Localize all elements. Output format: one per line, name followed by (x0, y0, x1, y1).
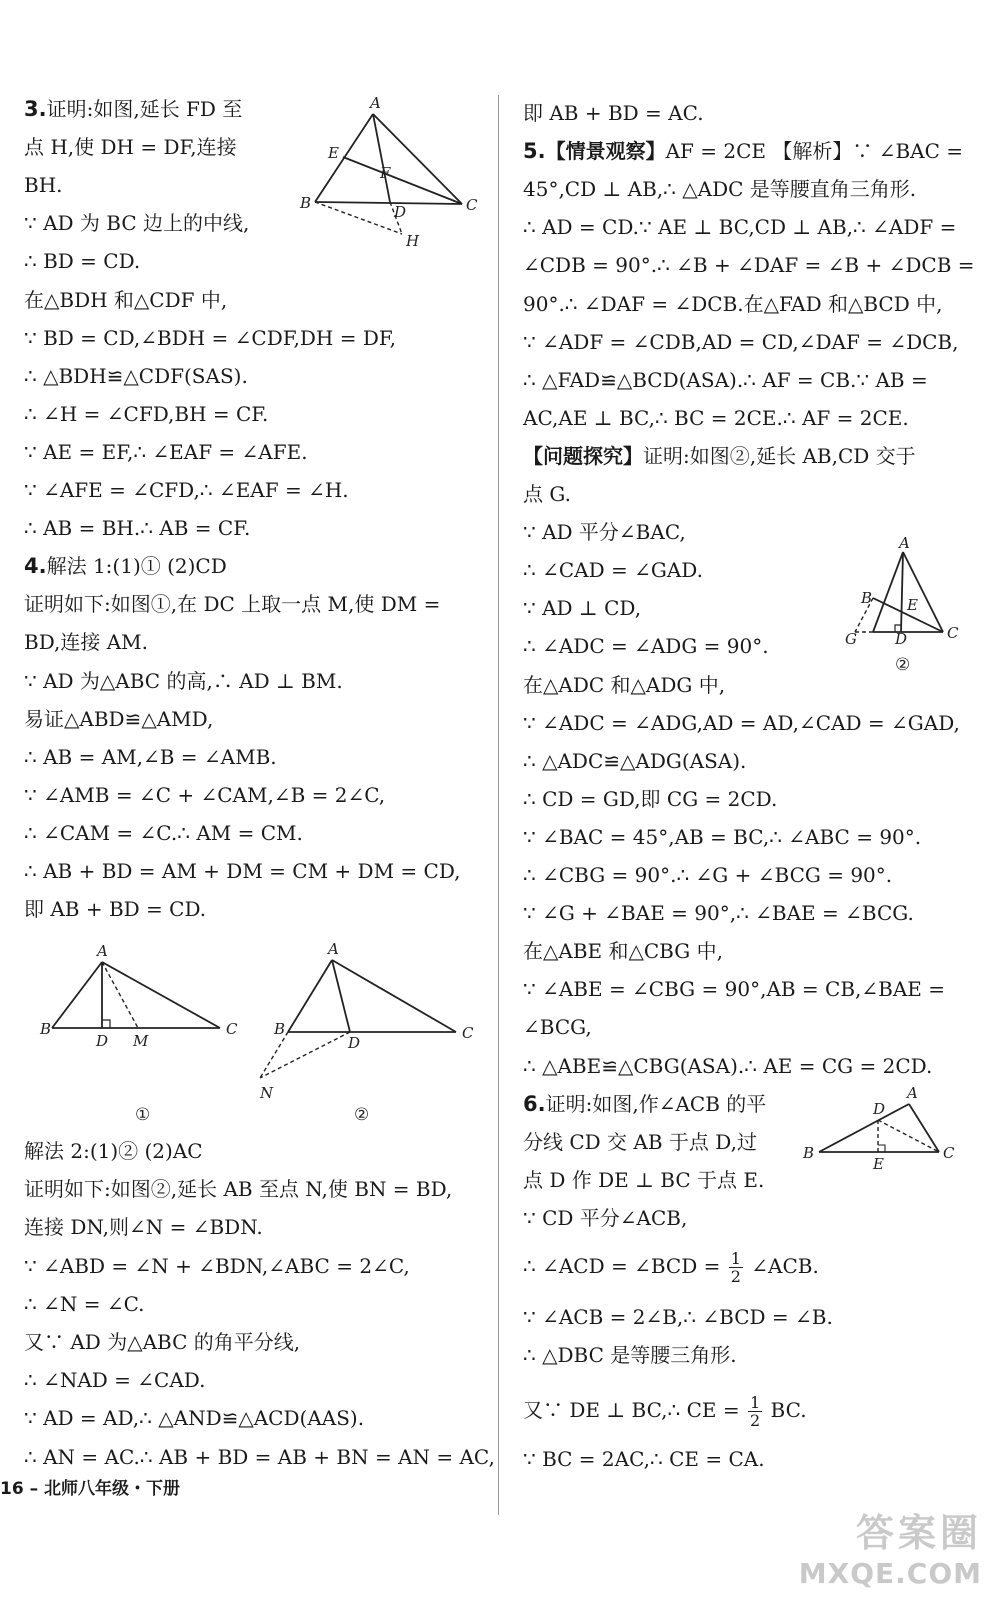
frac-line-2-pre: 又∵ DE ⊥ BC,∴ CE = (523, 1398, 740, 1422)
line-text: ∴ △ABE≌△CBG(ASA).∴ AE = CG = 2CD. (523, 1053, 933, 1078)
section-tag: 【情景观察】 (545, 139, 666, 164)
text-line (523, 329, 959, 355)
text-line (523, 481, 571, 507)
fraction-half-1 (729, 1250, 743, 1285)
fig4a-label-A: A (97, 942, 108, 960)
text-line (24, 820, 303, 846)
text-line (523, 633, 769, 659)
text-line (24, 210, 249, 236)
line-text: 分线 CD 交 AB 于点 D,过 (523, 1129, 757, 1154)
frac-line-2-post: BC. (770, 1398, 807, 1422)
line-text: 证明:如图②,延长 AB,CD 交于 (643, 443, 916, 468)
line-text: AC,AE ⊥ BC,∴ BC = 2CE.∴ AF = 2CE. (523, 405, 909, 430)
text-line (24, 858, 461, 884)
fig5-label-G: G (845, 630, 857, 648)
footer-dash: – (29, 1479, 39, 1499)
line-text: ∵ AD 平分∠BAC, (523, 520, 686, 545)
text-line (24, 1253, 410, 1279)
fig4b-caption: ② (354, 1105, 370, 1125)
text-line (523, 710, 960, 736)
fig3-label-E: E (328, 144, 339, 162)
line-text: ∵ AD ⊥ CD, (523, 596, 642, 621)
text-line (523, 900, 914, 926)
problem-number: 6. (523, 1091, 546, 1116)
fig4b-label-B: B (274, 1020, 286, 1038)
line-text: ∴ △ADC≌△ADG(ASA). (523, 748, 747, 773)
line-text: ∴ ∠H = ∠CFD,BH = CF. (24, 401, 269, 426)
line-text: ∴ AB = BH.∴ AB = CF. (24, 516, 251, 541)
watermark-text-2: MXQE.COM (798, 1557, 982, 1590)
line-text: ∵ ∠AFE = ∠CFD,∴ ∠EAF = ∠H. (24, 478, 349, 502)
fig6-label-C: C (943, 1144, 955, 1162)
fraction-half-2 (748, 1394, 762, 1429)
fig3-label-D: D (394, 203, 407, 221)
line-text: ∴ BD = CD. (24, 249, 141, 274)
frac-line-2 (523, 1394, 807, 1429)
text-line (24, 553, 227, 579)
fig6-label-A: A (907, 1084, 918, 1102)
fig4a-label-D: D (96, 1032, 109, 1050)
text-line (523, 519, 686, 545)
text-line (24, 1176, 452, 1202)
right-last-text: ∵ BC = 2AC,∴ CE = CA. (523, 1447, 765, 1471)
page-number: 16 (0, 1479, 24, 1499)
line-text: ∴ △DBC 是等腰三角形. (523, 1343, 737, 1367)
problem-number: 3. (24, 97, 47, 121)
text-line (523, 976, 945, 1002)
figure-problem-6 (803, 1082, 978, 1174)
line-text: ∠BCG, (523, 1015, 592, 1040)
line-text: BH. (24, 173, 63, 198)
fig5-label-A: A (899, 534, 910, 552)
column-divider (498, 95, 499, 1515)
line-text: ∵ ∠AMB = ∠C + ∠CAM,∠B = 2∠C, (24, 782, 386, 807)
line-text: AF = 2CE 【解析】∵ ∠BAC = (665, 139, 964, 164)
line-text: 在△BDH 和△CDF 中, (24, 287, 228, 312)
fig4b-label-C: C (462, 1024, 474, 1042)
line-text: ∴ ∠NAD = ∠CAD. (24, 1368, 206, 1393)
watermark (799, 1502, 982, 1590)
line-text: 即 AB + BD = CD. (24, 897, 207, 922)
text-line (523, 1167, 764, 1193)
line-text: ∴ △BDH≌△CDF(SAS). (24, 363, 248, 388)
text-line (24, 477, 349, 503)
text-line (523, 672, 725, 698)
line-text: 证明如下:如图①,在 DC 上取一点 M,使 DM = (24, 592, 441, 617)
figure-problem-3 (300, 92, 480, 252)
text-line (523, 595, 641, 621)
text-line (24, 1214, 263, 1240)
text-line (24, 1405, 364, 1431)
line-text: ∵ ∠G + ∠BAE = 90°,∴ ∠BAE = ∠BCG. (523, 901, 914, 926)
line-text: 解法 2:(1)② (2)AC (24, 1139, 203, 1163)
fig3-label-C: C (466, 196, 478, 214)
text-line (24, 515, 250, 541)
frac-line-1-post: ∠ACB. (751, 1254, 819, 1278)
line-text: ∵ ∠ABE = ∠CBG = 90°,AB = CB,∠BAE = (523, 977, 946, 1002)
line-text: ∵ ∠ADC = ∠ADG,AD = AD,∠CAD = ∠GAD, (523, 710, 960, 735)
frac-line-1 (523, 1250, 819, 1285)
text-line (24, 401, 268, 427)
text-line (523, 252, 975, 278)
line-text: ∴ AD = CD.∵ AE ⊥ BC,CD ⊥ AB,∴ ∠ADF = (523, 215, 957, 240)
fig4b-label-N: N (260, 1084, 274, 1102)
line-text: ∴ ∠CAD = ∠GAD. (523, 558, 703, 583)
figure-problem-5 (841, 534, 986, 680)
line-text: 证明:如图,作∠ACB 的平 (545, 1091, 767, 1116)
text-line (523, 1205, 687, 1231)
fig5-label-B: B (861, 589, 873, 607)
text-line (523, 824, 921, 850)
line-text: 在△ABE 和△CBG 中, (523, 939, 723, 964)
line-text: 又∵ AD 为△ABC 的角平分线, (24, 1330, 301, 1354)
text-line (523, 214, 956, 240)
text-line (523, 100, 704, 126)
right-last-line (523, 1446, 765, 1472)
text-line (523, 1304, 833, 1330)
text-line (523, 138, 963, 164)
text-line (24, 668, 343, 694)
fig4a-label-M: M (133, 1032, 149, 1050)
text-line (24, 1367, 205, 1393)
line-text: ∴ AB + BD = AM + DM = CM + DM = CD, (24, 859, 461, 883)
text-line (24, 629, 148, 655)
text-line (523, 405, 909, 431)
line-text: 易证△ABD≌△AMD, (24, 706, 214, 731)
text-line (24, 744, 277, 770)
line-text: ∴ ∠N = ∠C. (24, 1291, 145, 1316)
problem-number: 4. (24, 554, 47, 579)
line-text: 点 D 作 DE ⊥ BC 于点 E. (523, 1167, 765, 1192)
line-text: 即 AB + BD = AC. (523, 101, 704, 125)
text-line (24, 896, 206, 922)
line-text: ∴ ∠CAM = ∠C.∴ AM = CM. (24, 820, 303, 845)
text-line (24, 1444, 495, 1470)
line-text: ∴ AB = AM,∠B = ∠AMB. (24, 744, 277, 769)
fig4b-label-D: D (348, 1034, 361, 1052)
fig5-label-C: C (947, 624, 959, 642)
fig3-label-B: B (300, 194, 312, 212)
fig5-label-D: D (895, 630, 908, 648)
problem-number: 5. (523, 139, 546, 164)
page-footer (0, 1474, 180, 1499)
text-line (24, 1329, 300, 1355)
fig4b-label-A: A (328, 940, 339, 958)
line-text: ∵ ∠ACB = 2∠B,∴ ∠BCD = ∠B. (523, 1305, 833, 1329)
text-line (24, 325, 396, 351)
text-line (24, 248, 140, 274)
text-line (523, 1129, 757, 1155)
text-line (523, 938, 723, 964)
text-line (24, 591, 440, 617)
line-text: ∵ ∠ADF = ∠CDB,AD = CD,∠DAF = ∠DCB, (523, 329, 959, 354)
line-text: ∵ AD 为 BC 边上的中线, (24, 211, 250, 236)
text-line (523, 557, 703, 583)
fraction-2-denominator: 2 (750, 1411, 761, 1430)
line-text: 45°,CD ⊥ AB,∴ △ADC 是等腰直角三角形. (523, 177, 917, 202)
fig6-label-D: D (873, 1100, 886, 1118)
text-line (24, 363, 248, 389)
text-line (24, 782, 385, 808)
line-text: ∵ AD = AD,∴ △AND≌△ACD(AAS). (24, 1406, 365, 1431)
line-text: ∴ ∠ADC = ∠ADG = 90°. (523, 634, 769, 659)
line-text: 90°.∴ ∠DAF = ∠DCB.在△FAD 和△BCD 中, (523, 291, 943, 316)
fraction-1-numerator: 1 (730, 1249, 741, 1268)
line-text: ∴ ∠CBG = 90°.∴ ∠G + ∠BCG = 90°. (523, 863, 893, 887)
line-text: 点 H,使 DH = DF,连接 (24, 135, 237, 160)
line-text: 在△ADC 和△ADG 中, (523, 672, 726, 697)
line-text: 证明如下:如图②,延长 AB 至点 N,使 BN = BD, (24, 1177, 453, 1202)
figure-problem-4-2 (260, 940, 480, 1125)
fig4a-label-B: B (40, 1020, 52, 1038)
line-text: ∵ ∠ABD = ∠N + ∠BDN,∠ABC = 2∠C, (24, 1253, 410, 1278)
text-line (24, 287, 227, 313)
section-tag: 【问题探究】 (523, 443, 643, 468)
fig3-label-A: A (370, 94, 381, 112)
text-line (523, 748, 746, 774)
text-line (523, 1342, 737, 1368)
text-line (523, 1014, 592, 1040)
text-line (523, 176, 916, 202)
text-line (523, 1091, 766, 1117)
text-line (24, 134, 237, 160)
line-text: ∵ BD = CD,∠BDH = ∠CDF,DH = DF, (24, 325, 396, 350)
text-line (523, 1053, 932, 1079)
fraction-2-numerator: 1 (750, 1393, 761, 1412)
text-line (24, 1291, 145, 1317)
line-text: ∵ AE = EF,∴ ∠EAF = ∠AFE. (24, 439, 308, 464)
text-line (24, 172, 63, 198)
line-text: 解法 1:(1)① (2)CD (46, 554, 227, 579)
watermark-text-1: 答案圈 (855, 1511, 982, 1555)
line-text: ∵ ∠BAC = 45°,AB = BC,∴ ∠ABC = 90°. (523, 824, 922, 849)
line-text: ∠CDB = 90°.∴ ∠B + ∠DAF = ∠B + ∠DCB = (523, 253, 975, 278)
fig5-caption: ② (895, 655, 911, 675)
line-text: ∴ △FAD≌△BCD(ASA).∴ AF = CB.∵ AB = (523, 367, 928, 392)
text-line (24, 706, 213, 732)
line-text: 点 G. (523, 482, 571, 506)
text-line (523, 443, 916, 469)
text-line (24, 1138, 203, 1164)
text-line (523, 862, 892, 888)
text-line (24, 96, 242, 122)
fig6-label-E: E (873, 1155, 884, 1173)
line-text: BD,连接 AM. (24, 630, 149, 655)
fig6-label-B: B (803, 1144, 815, 1162)
line-text: ∵ AD 为△ABC 的高,∴ AD ⊥ BM. (24, 668, 343, 693)
fraction-1-denominator: 2 (730, 1267, 741, 1286)
line-text: 证明:如图,延长 FD 至 (46, 97, 243, 121)
fig5-label-E: E (907, 596, 918, 614)
line-text: ∵ CD 平分∠ACB, (523, 1205, 688, 1230)
frac-line-1-pre: ∴ ∠ACD = ∠BCD = (523, 1254, 721, 1278)
fig3-label-F: F (380, 164, 391, 182)
fig4a-caption: ① (135, 1105, 151, 1125)
fig4a-label-C: C (226, 1020, 238, 1038)
line-text: 连接 DN,则∠N = ∠BDN. (24, 1215, 263, 1240)
text-line (523, 291, 942, 317)
text-line (24, 439, 308, 465)
book-title: 北师八年级・下册 (44, 1479, 181, 1499)
fig3-label-H: H (406, 232, 420, 250)
line-text: ∴ CD = GD,即 CG = 2CD. (523, 786, 778, 811)
line-text: ∴ AN = AC.∴ AB + BD = AB + BN = AN = AC, (24, 1444, 495, 1469)
text-line (523, 367, 928, 393)
text-line (523, 786, 777, 812)
figure-problem-4-1 (40, 940, 270, 1125)
